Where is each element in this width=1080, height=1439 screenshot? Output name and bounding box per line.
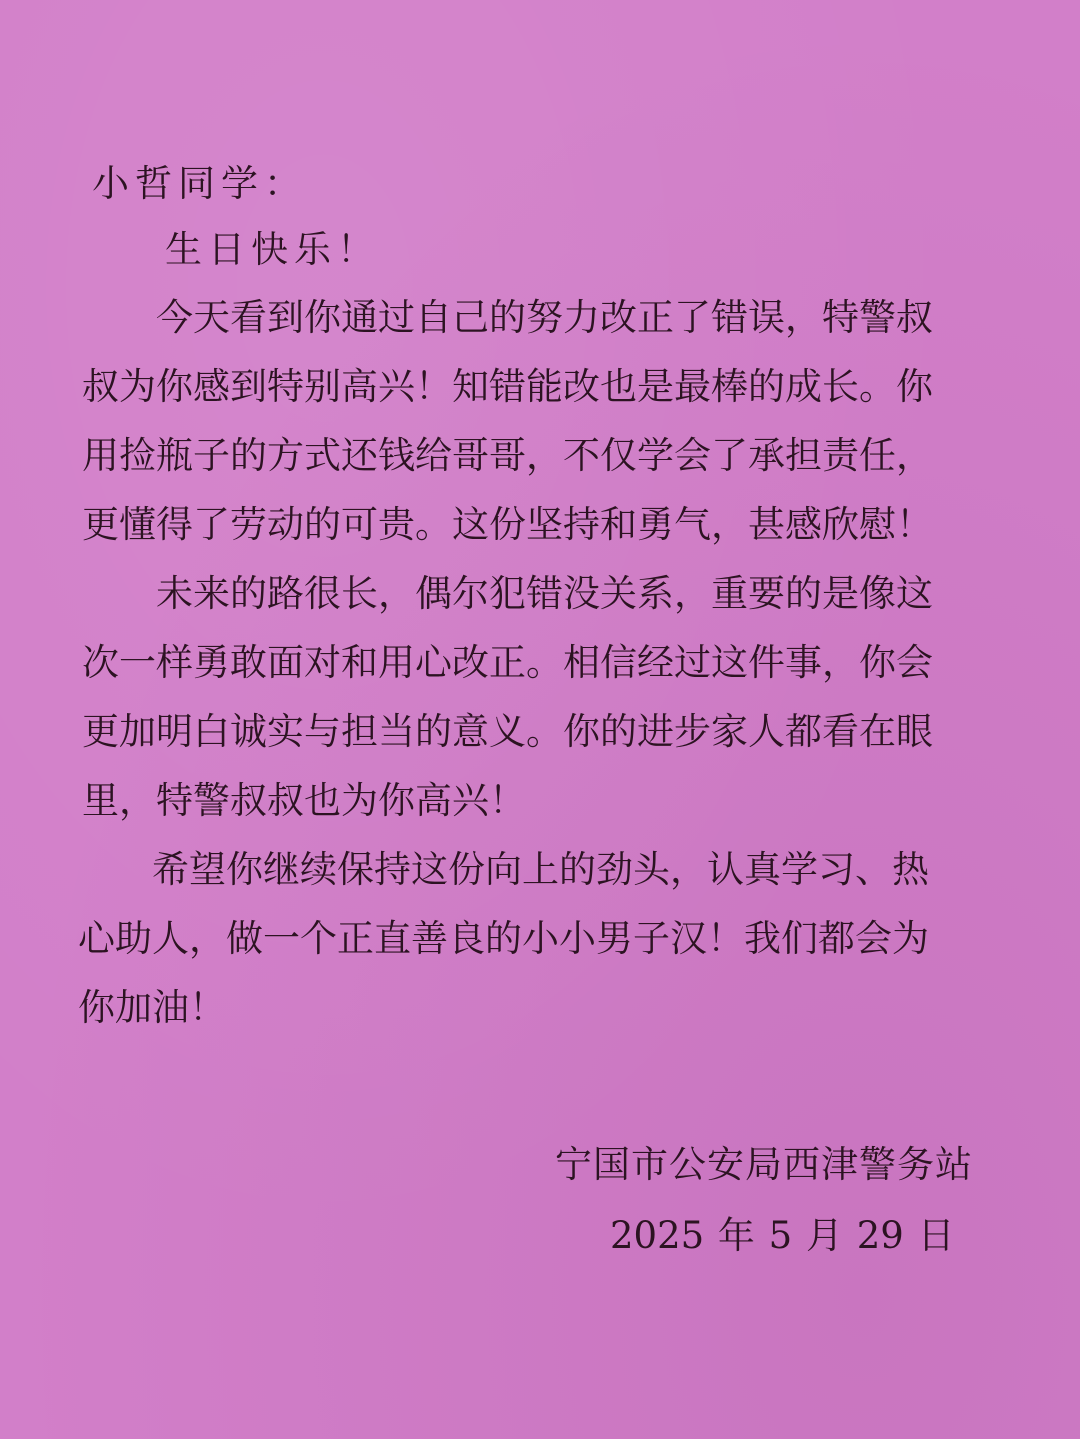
paragraph-1-line: 用捡瓶子的方式还钱给哥哥，不仅学会了承担责任， xyxy=(82,434,933,477)
paragraph-3-line: 心助人，做一个正直善良的小小男子汉！我们都会为 xyxy=(78,917,929,960)
paragraph-1-line: 更懂得了劳动的可贵。这份坚持和勇气，甚感欣慰！ xyxy=(82,503,933,546)
paragraph-3-line: 你加油！ xyxy=(78,986,226,1029)
paragraph-2 xyxy=(82,559,992,835)
paragraph-1 xyxy=(82,283,992,559)
paragraph-3 xyxy=(78,835,993,1042)
paragraph-2-line: 里，特警叔叔也为你高兴！ xyxy=(82,779,526,822)
paragraph-1-line: 叔为你感到特别高兴！知错能改也是最棒的成长。你 xyxy=(82,365,933,408)
paragraph-1-line: 今天看到你通过自己的努力改正了错误，特警叔 xyxy=(82,296,933,339)
salutation: 小哲同学： xyxy=(92,162,307,205)
paragraph-3-line: 希望你继续保持这份向上的劲头，认真学习、热 xyxy=(78,848,929,891)
signature: 宁国市公安局西津警务站 xyxy=(555,1143,973,1186)
paragraph-2-line: 更加明白诚实与担当的意义。你的进步家人都看在眼 xyxy=(82,710,933,753)
paragraph-2-line: 未来的路很长，偶尔犯错没关系，重要的是像这 xyxy=(82,572,933,615)
paragraph-2-line: 次一样勇敢面对和用心改正。相信经过这件事，你会 xyxy=(82,641,933,684)
greeting: 生日快乐！ xyxy=(165,228,380,271)
letter-date: 2025 年 5 月 29 日 xyxy=(610,1214,955,1257)
